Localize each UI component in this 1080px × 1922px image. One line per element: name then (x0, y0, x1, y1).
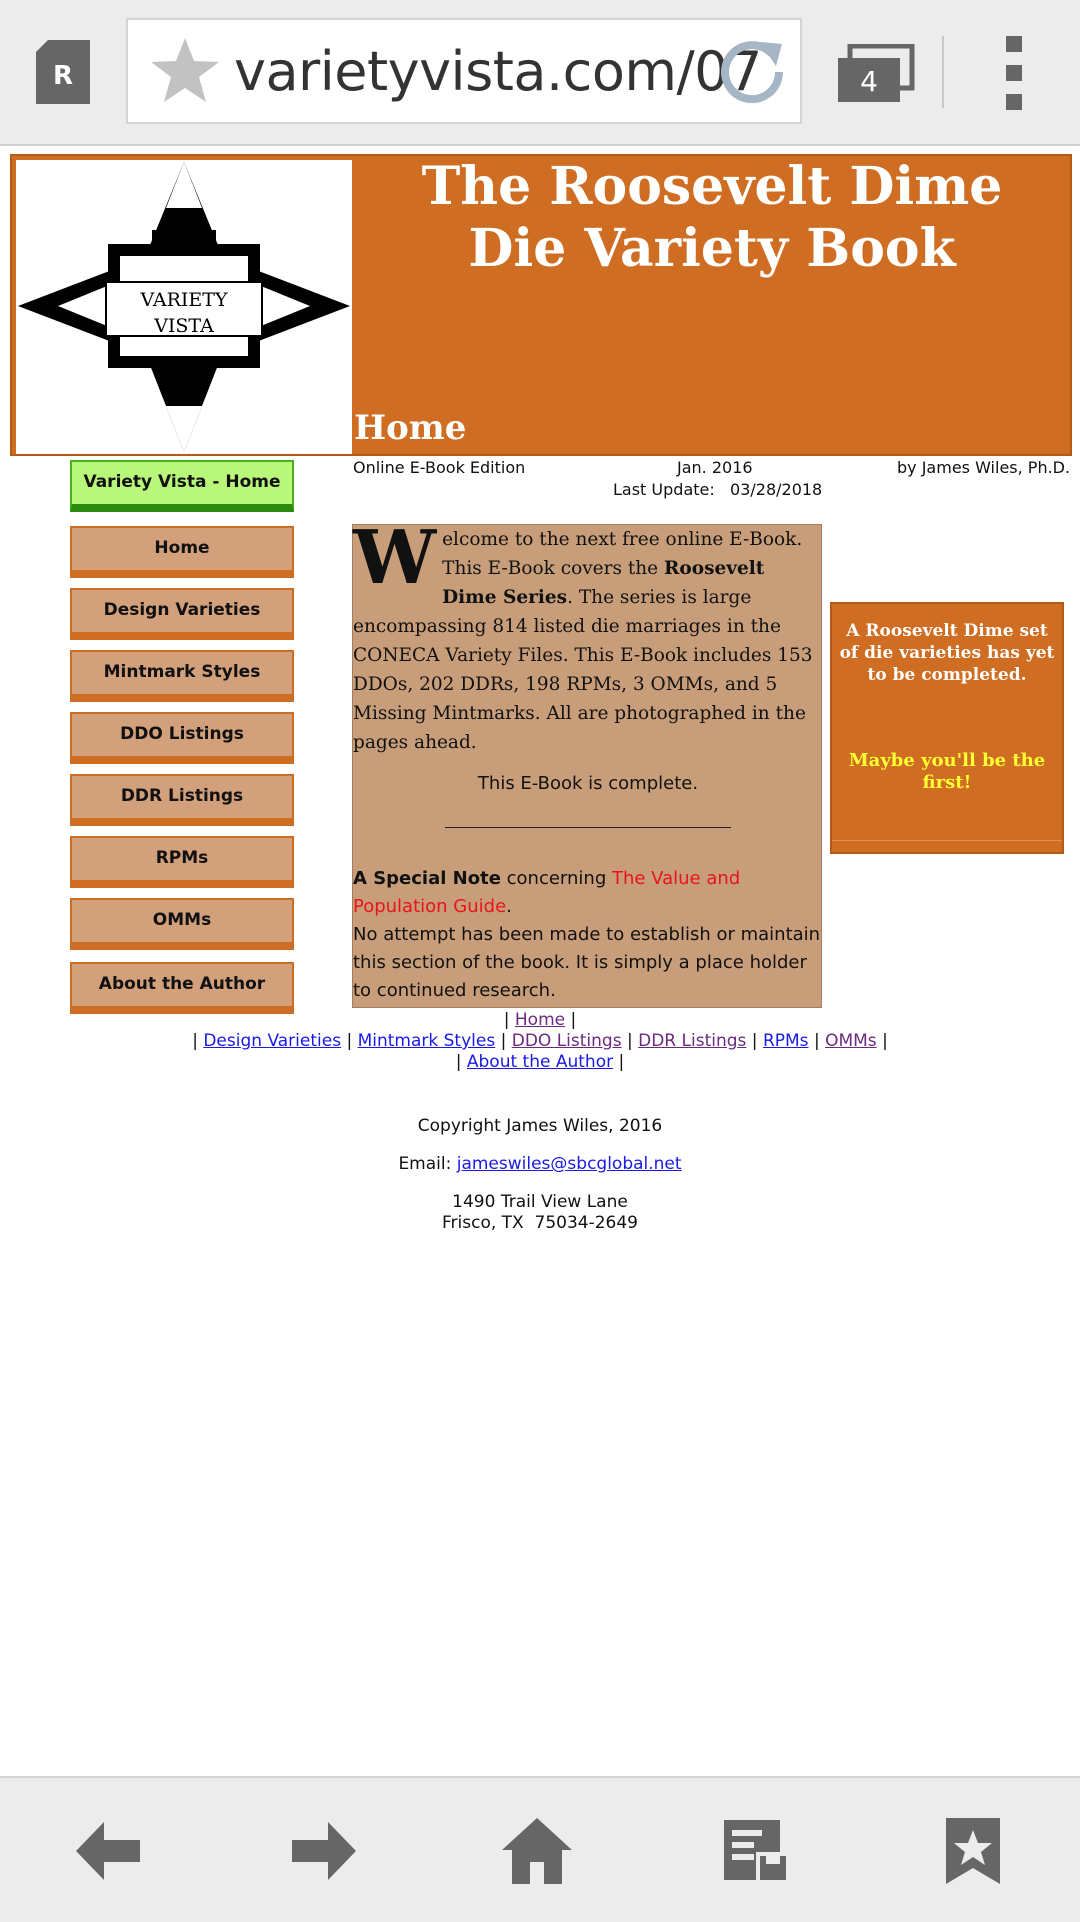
nav-variety-vista-home[interactable]: Variety Vista - Home (70, 460, 294, 512)
bookmark-star-icon[interactable] (148, 34, 222, 108)
intro-paragraph (353, 515, 813, 757)
tabs-icon[interactable] (836, 44, 916, 104)
footer-link-mintmark-styles[interactable]: Mintmark Styles (357, 1031, 496, 1051)
logo-line1: VARIETY (140, 289, 228, 311)
email-link[interactable]: jameswiles@sbcglobal.net (456, 1154, 682, 1174)
nav-about-the-author[interactable]: About the Author (70, 962, 294, 1014)
logo-line2: VISTA (154, 315, 214, 337)
reload-icon[interactable] (714, 34, 790, 110)
reader-letter: R (52, 61, 74, 91)
address-line2: Frisco, TX 75034-2649 (442, 1213, 638, 1233)
web-page (0, 146, 1080, 1776)
reader-mode-icon[interactable] (36, 40, 90, 104)
last-update: Last Update: 03/28/2018 (613, 480, 823, 499)
address-bar[interactable] (126, 18, 802, 124)
note-concerning: concerning (500, 868, 612, 889)
nav-home[interactable]: Home (70, 526, 294, 578)
intro-text-b: . The series is large encompassing 814 listed die marriages in the CONECA Variety Files. This E-Book includes 153 DDOs, 202 DDRs, 198 RPMs, 3 OMMs, and 5 Missing Mintmarks. All are photographed in the pages ahead. (353, 587, 813, 753)
edition-date: Jan. 2016 (677, 458, 753, 477)
divider-rule (445, 827, 731, 828)
drop-cap: W (353, 515, 437, 601)
page-header (10, 154, 1072, 456)
browser-bottom-bar (0, 1776, 1080, 1922)
sidebar-message: A Roosevelt Dime set of die varieties has yet to be completed. (839, 621, 1055, 685)
copyright: Copyright James Wiles, 2016 (417, 1116, 663, 1136)
compass-star-icon (16, 160, 352, 454)
intro-text-a: elcome to the next free online E-Book. This E-Book covers the (442, 529, 803, 579)
back-arrow-icon[interactable] (74, 1816, 144, 1886)
title-line2: Die Variety Book (468, 218, 956, 279)
link-sep: | (618, 1052, 625, 1072)
footer-link-ddr-listings[interactable]: DDR Listings (638, 1031, 747, 1051)
footer-links-row3 (0, 1052, 1080, 1072)
link-sep: | (455, 1052, 462, 1072)
value-guide-link[interactable]: The Value and Population Guide (353, 868, 741, 917)
email-line (0, 1154, 1080, 1175)
completion-sidebar (830, 602, 1064, 854)
address-line1: 1490 Trail View Lane (452, 1192, 628, 1212)
variety-vista-logo[interactable] (16, 160, 352, 454)
nav-mintmark-styles[interactable]: Mintmark Styles (70, 650, 294, 702)
url-text[interactable]: varietyvista.com/07 (234, 40, 762, 103)
email-label: Email: (398, 1154, 457, 1174)
nav-ddr-listings[interactable]: DDR Listings (70, 774, 294, 826)
nav-rpms[interactable]: RPMs (70, 836, 294, 888)
footer-link-about-the-author[interactable]: About the Author (466, 1052, 614, 1072)
note-label: A Special Note (353, 868, 501, 889)
intro-panel (352, 515, 822, 1008)
book-title (352, 156, 1072, 280)
link-sep: | (570, 1010, 577, 1030)
link-sep: | (751, 1031, 758, 1051)
intro-series: Roosevelt Dime Series (442, 558, 765, 608)
sidebar-divider (832, 840, 1062, 841)
link-sep: | (503, 1010, 510, 1030)
nav-ddo-listings[interactable]: DDO Listings (70, 712, 294, 764)
footer-links-row2 (0, 1031, 1080, 1051)
link-sep: | (882, 1031, 888, 1051)
link-sep: | (192, 1031, 198, 1051)
footer-links-row1 (0, 1010, 1080, 1030)
overflow-menu-icon[interactable] (1000, 34, 1030, 112)
tab-count: 4 (860, 65, 878, 98)
link-sep: | (500, 1031, 507, 1051)
footer-link-omms[interactable]: OMMs (825, 1031, 877, 1051)
bookmarks-icon[interactable] (938, 1816, 1008, 1886)
nav-omms[interactable]: OMMs (70, 898, 294, 950)
footer-link-design-varieties[interactable]: Design Varieties (203, 1031, 342, 1051)
home-icon[interactable] (502, 1816, 572, 1886)
sidebar-highlight: Maybe you'll be the first! (848, 750, 1046, 793)
edition-label: Online E-Book Edition (353, 458, 526, 477)
link-sep: | (346, 1031, 353, 1051)
page-heading: Home (354, 408, 467, 448)
browser-toolbar (0, 0, 1080, 146)
complete-status: This E-Book is complete. (477, 773, 699, 794)
special-note (353, 865, 821, 1005)
reading-list-icon[interactable] (720, 1816, 790, 1886)
link-sep: | (626, 1031, 633, 1051)
forward-arrow-icon[interactable] (288, 1816, 358, 1886)
note-body: No attempt has been made to establish or maintain this section of the book. It is simply a place holder to continued research. (353, 924, 821, 1001)
note-period: . (506, 896, 512, 917)
nav-design-varieties[interactable]: Design Varieties (70, 588, 294, 640)
footer-link-ddo-listings[interactable]: DDO Listings (511, 1031, 622, 1051)
link-sep: | (813, 1031, 820, 1051)
footer-link-rpms[interactable]: RPMs (762, 1031, 809, 1051)
title-line1: The Roosevelt Dime (421, 156, 1003, 217)
footer-link-home[interactable]: Home (514, 1010, 566, 1030)
author-credit: by James Wiles, Ph.D. (897, 458, 1071, 477)
toolbar-divider (942, 36, 944, 108)
